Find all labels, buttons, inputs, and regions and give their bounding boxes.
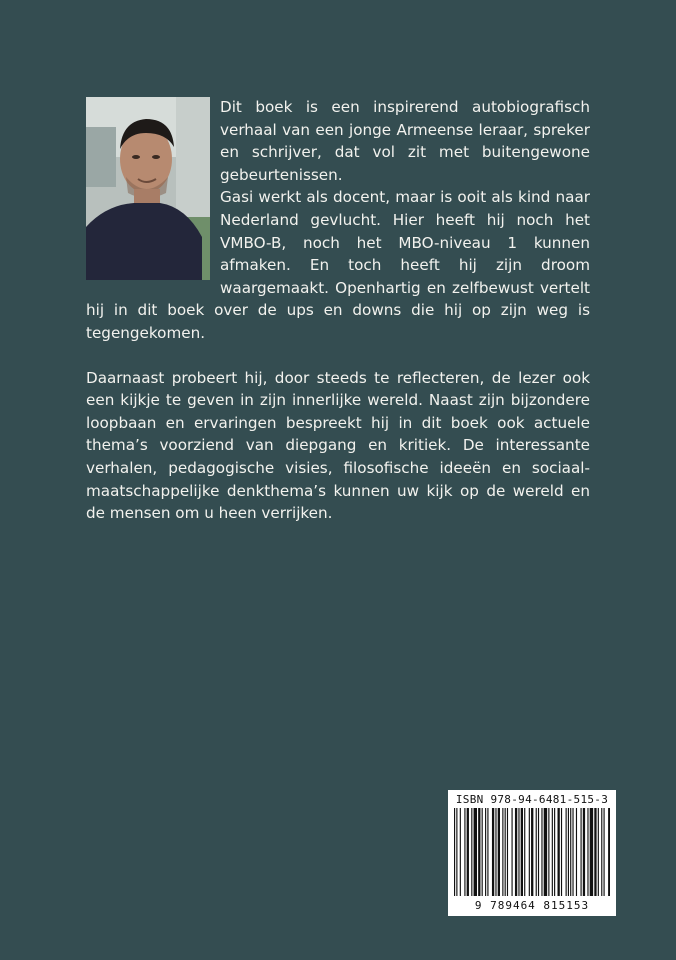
barcode-bar xyxy=(502,808,503,896)
barcode-bar xyxy=(604,808,605,896)
barcode-bar xyxy=(601,808,602,896)
barcode-bar xyxy=(478,808,480,896)
barcode-bar xyxy=(544,808,547,896)
barcode-bar xyxy=(536,808,537,896)
barcode-bar xyxy=(454,808,455,896)
barcode-bar xyxy=(590,808,593,896)
barcode-bar xyxy=(464,808,465,896)
barcode-bar xyxy=(566,808,567,896)
barcode-bar xyxy=(507,808,508,896)
barcode-bar xyxy=(561,808,562,896)
barcode-bar xyxy=(515,808,517,896)
barcode-bar xyxy=(598,808,599,896)
back-cover-blurb xyxy=(86,96,590,525)
barcode-bar xyxy=(505,808,506,896)
barcode-bar xyxy=(456,808,457,896)
barcode-bar xyxy=(460,808,461,896)
blurb-paragraph-2: Gasi werkt als docent, maar is ooit als kind naar Nederland gevlucht. Hier heeft hij noch het VMBO-B, noch het MBO-niveau 1 kunnen afmaken. En toch heeft hij zijn droom waargemaakt. Openhartig en zelfbewust vertelt hij in dit boek over de ups en downs die hij op zijn weg is tegengekomen. xyxy=(86,188,590,342)
barcode-bar xyxy=(474,808,477,896)
barcode-bar xyxy=(583,808,585,896)
barcode-bar xyxy=(581,808,582,896)
barcode-bar xyxy=(576,808,577,896)
barcode-bar xyxy=(492,808,494,896)
barcode-bar xyxy=(521,808,523,896)
barcode-bar xyxy=(512,808,513,896)
barcode-bar xyxy=(572,808,573,896)
isbn-barcode xyxy=(448,790,616,916)
barcode-bar xyxy=(531,808,533,896)
barcode-bar xyxy=(570,808,571,896)
barcode-bar xyxy=(485,808,486,896)
barcode-bar xyxy=(518,808,519,896)
barcode-bar xyxy=(568,808,569,896)
barcode-bar xyxy=(498,808,500,896)
blurb-paragraph-1: Dit boek is een inspirerend autobiografisch verhaal van een jonge Armeense leraar, spreker en schrijver, dat vol zit met buitengewone gebeurtenissen. xyxy=(220,98,590,184)
barcode-bar xyxy=(554,808,555,896)
barcode-bar xyxy=(587,808,588,896)
barcode-bars xyxy=(454,808,610,896)
barcode-bar xyxy=(552,808,553,896)
barcode-bar xyxy=(495,808,496,896)
barcode-bar xyxy=(541,808,542,896)
barcode-bar xyxy=(529,808,530,896)
barcode-bar xyxy=(487,808,488,896)
barcode-bar xyxy=(558,808,560,896)
isbn-label: ISBN 978-94-6481-515-3 xyxy=(455,793,609,806)
barcode-bar xyxy=(471,808,472,896)
barcode-bar xyxy=(538,808,539,896)
barcode-bar xyxy=(467,808,469,896)
barcode-bar xyxy=(482,808,483,896)
barcode-bar xyxy=(548,808,549,896)
barcode-bar xyxy=(524,808,525,896)
barcode-bar xyxy=(594,808,596,896)
barcode-digits: 9 789464 815153 xyxy=(474,899,590,912)
barcode-bar xyxy=(608,808,610,896)
blurb-paragraph-3: Daarnaast probeert hij, door steeds te reflecteren, de lezer ook een kijkje te geven in zijn innerlijke wereld. Naast zijn bijzondere loopbaan en ervaringen bespreekt hij in dit boek ook actuele thema’s voorziend van diepgang en kritiek. De interessante verhalen, pedagogische visies, filosofische ideeën en sociaal-maatschappelijke denkthema’s kunnen uw kijk op de wereld en de mensen om u heen verrijken. xyxy=(86,368,590,523)
